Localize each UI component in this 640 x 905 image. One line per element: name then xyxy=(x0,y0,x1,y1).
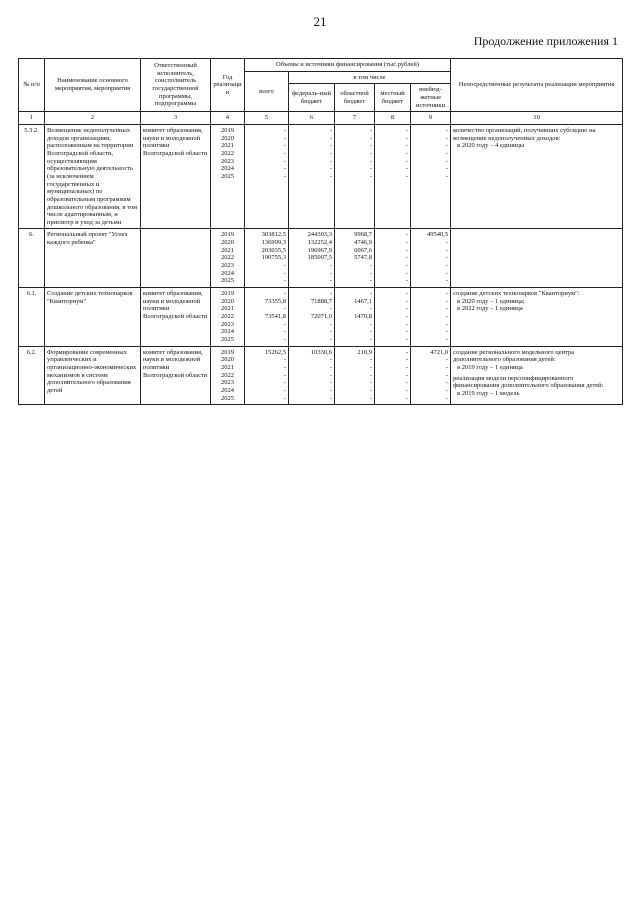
row-regional-value: 9968,7 xyxy=(354,231,372,239)
row-federal-value: - xyxy=(329,142,332,150)
row-total-value: - xyxy=(283,165,286,173)
row-years-value: 2023 xyxy=(221,262,234,270)
column-number-row xyxy=(19,112,623,125)
row-regional-value: - xyxy=(369,305,372,313)
row-extra-value: - xyxy=(445,149,449,157)
row-executor: комитет образования, науки и молодежной политики Волгоградской области xyxy=(141,288,211,347)
row-years-value: 2024 xyxy=(221,328,234,336)
result-text: количество организаций, получивших субсидию на возмещение недополученных доходов: xyxy=(453,126,596,142)
row-total-cell xyxy=(245,288,289,347)
row-total-value: - xyxy=(283,356,286,364)
program-table xyxy=(18,58,623,405)
row-regional-cell xyxy=(335,124,375,229)
row-regional-value: - xyxy=(369,172,372,180)
row-total-value: - xyxy=(283,172,286,180)
row-total-value: 190755,3 xyxy=(261,254,286,262)
row-results xyxy=(451,288,623,347)
row-years-value: 2021 xyxy=(221,246,234,254)
row-extra-value: - xyxy=(445,269,449,277)
row-total-value: 73541,8 xyxy=(264,313,286,321)
row-local-value: - xyxy=(405,290,408,298)
row-federal-value: - xyxy=(329,290,332,298)
row-results xyxy=(451,346,623,405)
row-extra-value: - xyxy=(445,363,449,371)
table-body xyxy=(19,124,623,404)
row-total-value: - xyxy=(283,379,286,387)
row-regional-value: 6067,6 xyxy=(354,246,372,254)
row-federal-value: 72071,0 xyxy=(310,313,332,321)
row-local-value: - xyxy=(405,305,408,313)
row-federal-cell xyxy=(289,124,335,229)
row-extra-cell xyxy=(411,124,451,229)
row-regional-value: 4746,9 xyxy=(354,239,372,247)
row-local-value: - xyxy=(405,134,408,142)
row-number: 5.3.2. xyxy=(19,124,45,229)
row-federal-value: - xyxy=(329,356,332,364)
row-total-cell xyxy=(245,346,289,405)
row-local-value: - xyxy=(405,172,408,180)
row-total-value: - xyxy=(283,363,286,371)
header-federal: федераль-ный бюджет xyxy=(289,84,335,112)
result-text: создание регионального модельного центра дополнительного образования детей: xyxy=(453,348,575,364)
row-federal-value: - xyxy=(329,336,332,343)
row-name: Формирование современных управленческих и организационно-экономических механизмов в системе дополнительного образования детей xyxy=(45,346,141,405)
header-name: Наименование основного мероприятия, мероприятия xyxy=(45,59,141,112)
row-results xyxy=(451,124,623,229)
row-number: 6. xyxy=(19,229,45,288)
row-local-value: - xyxy=(405,126,408,134)
column-number: 8 xyxy=(375,112,411,125)
row-extra-value: - xyxy=(445,356,449,364)
row-regional-value: 210,9 xyxy=(357,348,372,356)
row-regional-cell xyxy=(335,229,375,288)
row-federal-value: - xyxy=(329,305,332,313)
table-row xyxy=(19,288,623,347)
row-local-value: - xyxy=(405,246,408,254)
header-incl: в том числе xyxy=(289,71,451,84)
row-local-value: - xyxy=(405,239,408,247)
row-number: 6.2. xyxy=(19,346,45,405)
row-regional-cell xyxy=(335,346,375,405)
row-regional-value: - xyxy=(369,165,372,173)
row-total-value: 15262,5 xyxy=(264,348,286,356)
row-years-cell xyxy=(211,229,245,288)
row-years-value: 2020 xyxy=(221,134,234,142)
row-total-value: - xyxy=(283,157,286,165)
row-regional-value: 1470,8 xyxy=(354,313,372,321)
column-number: 5 xyxy=(245,112,289,125)
row-extra-value: - xyxy=(445,134,449,142)
result-item xyxy=(453,375,620,398)
result-item xyxy=(453,127,620,150)
row-executor xyxy=(141,229,211,288)
result-item xyxy=(453,349,620,372)
row-local-value: - xyxy=(405,262,408,270)
column-number: 6 xyxy=(289,112,335,125)
row-federal-value: - xyxy=(329,328,332,336)
row-local-cell xyxy=(375,229,411,288)
row-federal-value: - xyxy=(329,320,332,328)
row-federal-value: 10330,6 xyxy=(310,348,332,356)
row-extra-value: - xyxy=(445,157,449,165)
row-total-value: - xyxy=(283,290,286,298)
row-extra-value: - xyxy=(445,305,449,313)
row-extra-cell xyxy=(411,229,451,288)
row-regional-value: - xyxy=(369,336,372,343)
row-regional-value: - xyxy=(369,371,372,379)
column-number: 3 xyxy=(141,112,211,125)
row-local-value: - xyxy=(405,142,408,150)
row-name: Создание детских технопарков "Кванториум" xyxy=(45,288,141,347)
row-federal-value: - xyxy=(329,262,332,270)
row-local-value: - xyxy=(405,313,408,321)
row-regional-value: 1467,1 xyxy=(354,297,372,305)
row-total-value: - xyxy=(283,305,286,313)
row-years-value: 2020 xyxy=(221,297,234,305)
row-extra-value: - xyxy=(445,126,449,134)
row-years-value: 2023 xyxy=(221,379,234,387)
row-regional-value: - xyxy=(369,142,372,150)
row-years-value: 2023 xyxy=(221,320,234,328)
row-local-value: - xyxy=(405,269,408,277)
row-federal-cell xyxy=(289,346,335,405)
row-results xyxy=(451,229,623,288)
result-subitem: в 2019 году – 1 модель xyxy=(457,389,520,397)
row-total-cell xyxy=(245,124,289,229)
row-years-value: 2024 xyxy=(221,386,234,394)
row-years-value: 2025 xyxy=(221,277,234,285)
row-total-value: - xyxy=(283,142,286,150)
row-regional-value: - xyxy=(369,269,372,277)
row-extra-value: - xyxy=(445,262,449,270)
row-local-value: - xyxy=(405,363,408,371)
row-years-value: 2022 xyxy=(221,371,234,379)
result-subitem: в 2022 году – 1 единица xyxy=(457,305,523,313)
row-local-value: - xyxy=(405,356,408,364)
row-total-value: - xyxy=(283,336,286,343)
row-extra-value: - xyxy=(445,313,449,321)
row-years-value: 2022 xyxy=(221,313,234,321)
row-extra-value: - xyxy=(445,386,449,394)
row-extra-value: - xyxy=(445,336,449,343)
row-regional-value: - xyxy=(369,320,372,328)
row-federal-value: - xyxy=(329,149,332,157)
appendix-caption: Продолжение приложения 1 xyxy=(473,34,618,48)
row-federal-value: - xyxy=(329,269,332,277)
row-total-value: - xyxy=(283,269,286,277)
row-local-value: - xyxy=(405,394,408,402)
row-years-value: 2025 xyxy=(221,172,234,180)
row-federal-value: - xyxy=(329,172,332,180)
row-years-value: 2019 xyxy=(221,348,234,356)
row-local-value: - xyxy=(405,297,408,305)
row-extra-cell xyxy=(411,346,451,405)
row-total-value: 73355,8 xyxy=(264,297,286,305)
row-local-cell xyxy=(375,346,411,405)
row-total-value: - xyxy=(283,277,286,285)
row-federal-value: 185007,5 xyxy=(307,254,332,262)
page-number: 21 xyxy=(313,14,327,29)
result-item xyxy=(453,290,620,313)
row-regional-value: - xyxy=(369,379,372,387)
row-regional-value: - xyxy=(369,394,372,402)
row-total-value: - xyxy=(283,320,286,328)
column-number: 7 xyxy=(335,112,375,125)
row-local-value: - xyxy=(405,320,408,328)
row-years-value: 2024 xyxy=(221,269,234,277)
row-federal-value: - xyxy=(329,165,332,173)
row-extra-value: - xyxy=(445,277,449,285)
row-years-cell xyxy=(211,124,245,229)
table-row xyxy=(19,346,623,405)
row-total-cell xyxy=(245,229,289,288)
row-total-value: - xyxy=(283,371,286,379)
row-years-value: 2025 xyxy=(221,336,234,343)
row-extra-value: - xyxy=(445,371,449,379)
row-federal-value: 71888,7 xyxy=(310,297,332,305)
row-extra-value: - xyxy=(445,297,449,305)
row-name: Возмещение недополученных доходов организациям, расположенным на территории Волгоградской области, осуществляющим образовательную деятельность (за исключением государственных и муниципальных) по образовательным программам дошкольного образования, в том числе адаптированным, и присмотр и уход за детьми xyxy=(45,124,141,229)
row-local-value: - xyxy=(405,336,408,343)
row-regional-value: - xyxy=(369,149,372,157)
row-federal-value: - xyxy=(329,371,332,379)
row-regional-value: - xyxy=(369,277,372,285)
table-row xyxy=(19,229,623,288)
row-total-value: 136999,3 xyxy=(261,239,286,247)
row-years-cell xyxy=(211,288,245,347)
row-total-value: - xyxy=(283,262,286,270)
header-num: № п/п xyxy=(19,59,45,112)
row-local-value: - xyxy=(405,348,408,356)
row-name: Региональный проект "Успех каждого ребенка" xyxy=(45,229,141,288)
row-extra-value: 49540,5 xyxy=(426,231,449,239)
row-extra-value: - xyxy=(445,246,449,254)
row-regional-value: - xyxy=(369,126,372,134)
column-number: 1 xyxy=(19,112,45,125)
row-executor: комитет образования, науки и молодежной политики Волгоградской области xyxy=(141,346,211,405)
result-subitem: в 2019 году – 1 единица xyxy=(457,363,523,371)
row-local-cell xyxy=(375,288,411,347)
column-number: 2 xyxy=(45,112,141,125)
row-total-value: - xyxy=(283,126,286,134)
result-subitem: в 2020 году – 4 единицы xyxy=(457,142,525,150)
row-federal-value: - xyxy=(329,126,332,134)
row-years-value: 2020 xyxy=(221,356,234,364)
header-executor: Ответственный исполнитель, соисполнитель государственной программы, подпрограммы xyxy=(141,59,211,112)
row-extra-value: - xyxy=(445,328,449,336)
row-federal-value: - xyxy=(329,157,332,165)
row-federal-value: - xyxy=(329,363,332,371)
row-years-cell xyxy=(211,346,245,405)
header-regional: областной бюджет xyxy=(335,84,375,112)
column-number: 9 xyxy=(411,112,451,125)
row-years-value: 2022 xyxy=(221,254,234,262)
header-extra: внебюд-жетные источники xyxy=(411,84,451,112)
row-regional-value: - xyxy=(369,262,372,270)
row-years-value: 2023 xyxy=(221,157,234,165)
row-years-value: 2019 xyxy=(221,290,234,298)
row-local-value: - xyxy=(405,386,408,394)
row-extra-value: - xyxy=(445,290,449,298)
row-years-value: 2021 xyxy=(221,305,234,313)
table-row xyxy=(19,124,623,229)
row-federal-value: - xyxy=(329,277,332,285)
row-years-value: 2021 xyxy=(221,363,234,371)
row-extra-value: - xyxy=(445,254,449,262)
row-regional-value: 5747,8 xyxy=(354,254,372,262)
result-text: создание детских технопарков "Кванториум": xyxy=(453,290,580,298)
row-local-value: - xyxy=(405,157,408,165)
header-results: Непосредственные результаты реализации мероприятия xyxy=(451,59,623,112)
row-years-value: 2020 xyxy=(221,239,234,247)
row-years-value: 2019 xyxy=(221,231,234,239)
column-number: 4 xyxy=(211,112,245,125)
row-extra-value: - xyxy=(445,165,449,173)
row-regional-value: - xyxy=(369,356,372,364)
row-total-value: - xyxy=(283,386,286,394)
row-federal-cell xyxy=(289,229,335,288)
row-years-value: 2024 xyxy=(221,165,234,173)
row-local-value: - xyxy=(405,379,408,387)
row-extra-value: - xyxy=(445,394,449,402)
row-extra-value: - xyxy=(445,172,449,180)
row-local-value: - xyxy=(405,231,408,239)
row-local-value: - xyxy=(405,328,408,336)
row-regional-value: - xyxy=(369,328,372,336)
row-total-value: - xyxy=(283,134,286,142)
row-years-value: 2022 xyxy=(221,149,234,157)
row-extra-value: - xyxy=(445,379,449,387)
column-number: 10 xyxy=(451,112,623,125)
header-local: местный бюджет xyxy=(375,84,411,112)
row-years-value: 2025 xyxy=(221,394,234,402)
row-federal-value: - xyxy=(329,386,332,394)
row-local-value: - xyxy=(405,371,408,379)
row-years-value: 2021 xyxy=(221,142,234,150)
header-year: Год реализации xyxy=(211,59,245,112)
row-total-value: - xyxy=(283,328,286,336)
row-regional-value: - xyxy=(369,157,372,165)
row-regional-value: - xyxy=(369,134,372,142)
row-federal-value: - xyxy=(329,134,332,142)
row-local-value: - xyxy=(405,254,408,262)
row-executor: комитет образования, науки и молодежной политики Волгоградской области xyxy=(141,124,211,229)
row-extra-value: - xyxy=(445,239,449,247)
header-total: всего xyxy=(245,71,289,112)
row-local-value: - xyxy=(405,165,408,173)
row-local-value: - xyxy=(405,277,408,285)
row-extra-value: - xyxy=(445,320,449,328)
row-local-value: - xyxy=(405,149,408,157)
row-total-value: - xyxy=(283,149,286,157)
row-local-cell xyxy=(375,124,411,229)
header-funding: Объемы и источники финансирования (тыс.рублей) xyxy=(245,59,451,72)
result-text: реализация модели персонифицированного финансирования дополнительного образования детей: xyxy=(453,374,604,390)
row-federal-value: 132252,4 xyxy=(307,239,332,247)
result-subitem: в 2020 году – 1 единица; xyxy=(457,297,525,305)
row-total-value: 203035,5 xyxy=(261,246,286,254)
row-total-value: - xyxy=(283,394,286,402)
row-total-value: 303812,5 xyxy=(261,231,286,239)
row-federal-value: - xyxy=(329,394,332,402)
row-regional-value: - xyxy=(369,363,372,371)
row-federal-value: 196967,9 xyxy=(307,246,332,254)
row-regional-cell xyxy=(335,288,375,347)
row-extra-value: - xyxy=(445,142,449,150)
row-years-value: 2019 xyxy=(221,126,234,134)
row-regional-value: - xyxy=(369,290,372,298)
row-number: 6.1. xyxy=(19,288,45,347)
row-federal-cell xyxy=(289,288,335,347)
row-extra-cell xyxy=(411,288,451,347)
row-federal-value: - xyxy=(329,379,332,387)
row-federal-value: 244303,3 xyxy=(307,231,332,239)
row-regional-value: - xyxy=(369,386,372,394)
row-extra-value: 4721,0 xyxy=(430,348,449,356)
